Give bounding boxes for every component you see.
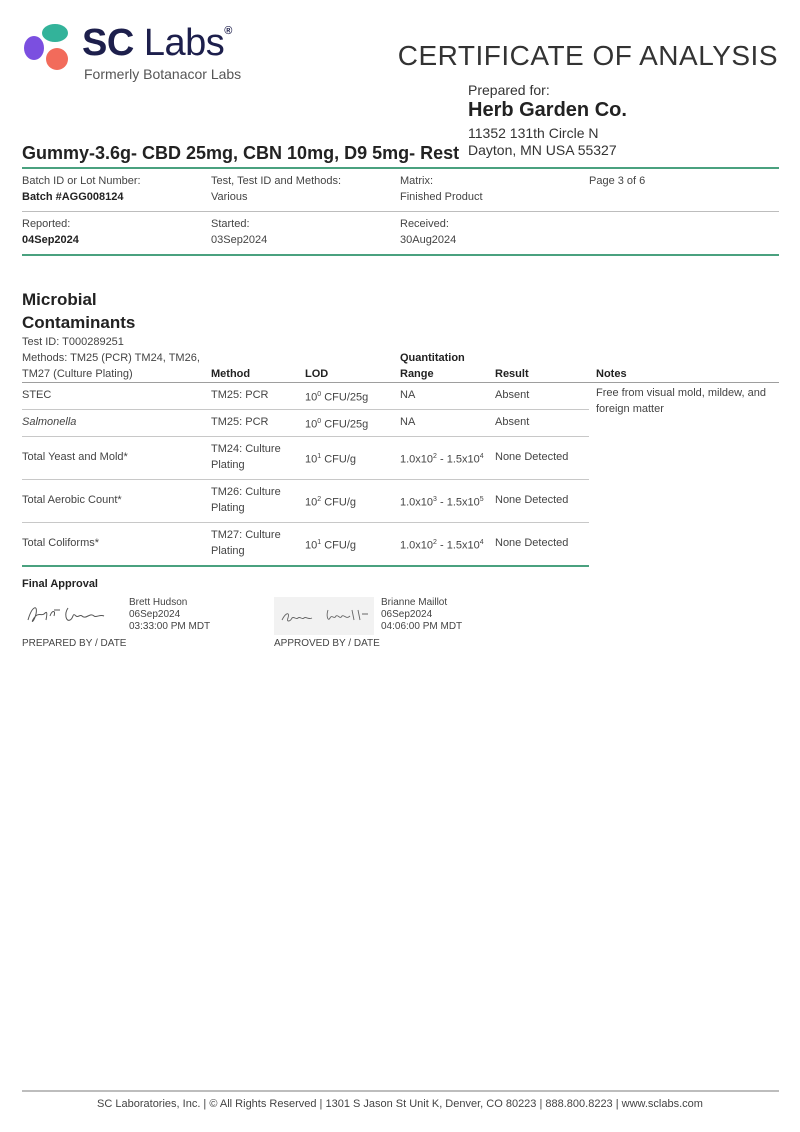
- row-yeast-mold-lod: $10^1$ CFU/g: [305, 453, 356, 466]
- test-methods-value: Various: [211, 191, 248, 203]
- row-aerobic-method-2: Plating: [211, 502, 245, 514]
- row-coliforms-range: $1.0x10^2 - 1.5x10^4$: [400, 539, 484, 552]
- page-number: Page 3 of 6: [589, 175, 646, 187]
- col-header-lod: LOD: [305, 368, 329, 380]
- row-stec-range: NA: [400, 389, 416, 401]
- col-header-quant-line1: Quantitation: [400, 352, 465, 364]
- reported-value: 04Sep2024: [22, 234, 79, 246]
- header-divider: [22, 167, 779, 169]
- prepared-by-name: Brett Hudson: [129, 597, 188, 608]
- batch-value: Batch #AGG008124: [22, 191, 124, 203]
- logo-coral-shape: [46, 48, 68, 70]
- approved-by-signature: [278, 604, 370, 630]
- table-row-divider: [22, 522, 589, 523]
- batch-label: Batch ID or Lot Number:: [22, 175, 141, 187]
- client-name: Herb Garden Co.: [468, 99, 627, 121]
- brand-wordmark: [82, 24, 232, 62]
- received-label: Received:: [400, 218, 449, 230]
- started-label: Started:: [211, 218, 250, 230]
- row-aerobic-method-1: TM26: Culture: [211, 486, 281, 498]
- notes-line1: Free from visual mold, mildew, and: [596, 387, 766, 399]
- prepared-for-label: Prepared for:: [468, 82, 550, 98]
- row-coliforms-result: None Detected: [495, 537, 569, 549]
- brand-name-light: Labs: [133, 22, 225, 64]
- row-salmonella-analyte: Salmonella: [22, 416, 77, 428]
- table-header-divider: [22, 382, 779, 383]
- row-aerobic-analyte: Total Aerobic Count*: [22, 494, 122, 506]
- footer-divider: [22, 1090, 779, 1092]
- row-salmonella-method: TM25: PCR: [211, 416, 269, 428]
- matrix-value: Finished Product: [400, 191, 483, 203]
- matrix-label: Matrix:: [400, 175, 433, 187]
- section-methods-line2: TM27 (Culture Plating): [22, 368, 133, 380]
- final-approval-title: Final Approval: [22, 578, 98, 590]
- table-bottom-divider: [22, 565, 589, 567]
- row-aerobic-lod: $10^2$ CFU/g: [305, 496, 356, 509]
- approved-by-caption: APPROVED BY / DATE: [274, 638, 380, 649]
- row-salmonella-lod: $10^0$ CFU/25g: [305, 418, 369, 431]
- reported-label: Reported:: [22, 218, 71, 230]
- footer-text: SC Laboratories, Inc. | © All Rights Reserved | 1301 S Jason St Unit K, Denver, CO 80223 | 888.800.8223 | www.sclabs.com: [97, 1098, 703, 1110]
- row-salmonella-result: Absent: [495, 416, 530, 428]
- row-aerobic-result: None Detected: [495, 494, 569, 506]
- brand-subtitle: Formerly Botanacor Labs: [84, 66, 242, 82]
- notes-line2: foreign matter: [596, 403, 664, 415]
- document-title: CERTIFICATE OF ANALYSIS: [397, 40, 778, 71]
- col-header-result: Result: [495, 368, 529, 380]
- col-header-quant-line2: Range: [400, 368, 434, 380]
- row-stec-method: TM25: PCR: [211, 389, 269, 401]
- prepared-by-signature: [24, 600, 110, 630]
- received-value: 30Aug2024: [400, 234, 457, 246]
- row-stec-analyte: STEC: [22, 389, 52, 401]
- row-yeast-mold-method-2: Plating: [211, 459, 245, 471]
- prepared-by-caption: PREPARED BY / DATE: [22, 638, 127, 649]
- row-yeast-mold-result: None Detected: [495, 451, 569, 463]
- table-row-divider: [22, 436, 589, 437]
- row-coliforms-analyte: Total Coliforms*: [22, 537, 100, 549]
- sc-labs-logo-icon: [22, 22, 72, 72]
- row-aerobic-range: $1.0x10^3 - 1.5x10^5$: [400, 496, 484, 509]
- table-row-divider: [22, 409, 589, 410]
- info-divider: [22, 211, 779, 212]
- row-stec-result: Absent: [495, 389, 530, 401]
- col-header-notes: Notes: [596, 368, 627, 380]
- row-yeast-mold-method-1: TM24: Culture: [211, 443, 281, 455]
- brand-name-bold: SC: [82, 22, 134, 64]
- product-name: Gummy-3.6g- CBD 25mg, CBN 10mg, D9 5mg- Rest: [22, 143, 460, 163]
- prepared-by-date: 06Sep2024: [129, 609, 181, 620]
- row-salmonella-range: NA: [400, 416, 416, 428]
- section-methods-line1: Methods: TM25 (PCR) TM24, TM26,: [22, 352, 200, 364]
- section-test-id: Test ID: T000289251: [22, 336, 124, 348]
- row-yeast-mold-analyte: Total Yeast and Mold*: [22, 451, 128, 463]
- registered-mark: ®: [224, 25, 232, 37]
- approved-by-date: 06Sep2024: [381, 609, 433, 620]
- row-coliforms-lod: $10^1$ CFU/g: [305, 539, 356, 552]
- col-header-method: Method: [211, 368, 251, 380]
- client-address-line1: 11352 131th Circle N: [468, 125, 599, 141]
- row-coliforms-method-2: Plating: [211, 545, 245, 557]
- approved-by-name: Brianne Maillot: [381, 597, 448, 608]
- table-row-divider: [22, 479, 589, 480]
- row-yeast-mold-range: $1.0x10^2 - 1.5x10^4$: [400, 453, 484, 466]
- section-title-line2: Contaminants: [22, 313, 136, 332]
- row-stec-lod: $10^0$ CFU/25g: [305, 391, 369, 404]
- client-address-line2: Dayton, MN USA 55327: [468, 142, 617, 158]
- logo-teal-shape: [42, 24, 68, 42]
- started-value: 03Sep2024: [211, 234, 268, 246]
- row-coliforms-method-1: TM27: Culture: [211, 529, 281, 541]
- section-title-line1: Microbial: [22, 290, 97, 309]
- info-bottom-divider: [22, 254, 779, 256]
- approved-by-time: 04:06:00 PM MDT: [381, 621, 463, 632]
- logo-purple-shape: [24, 36, 44, 60]
- prepared-by-time: 03:33:00 PM MDT: [129, 621, 211, 632]
- test-methods-label: Test, Test ID and Methods:: [211, 175, 342, 187]
